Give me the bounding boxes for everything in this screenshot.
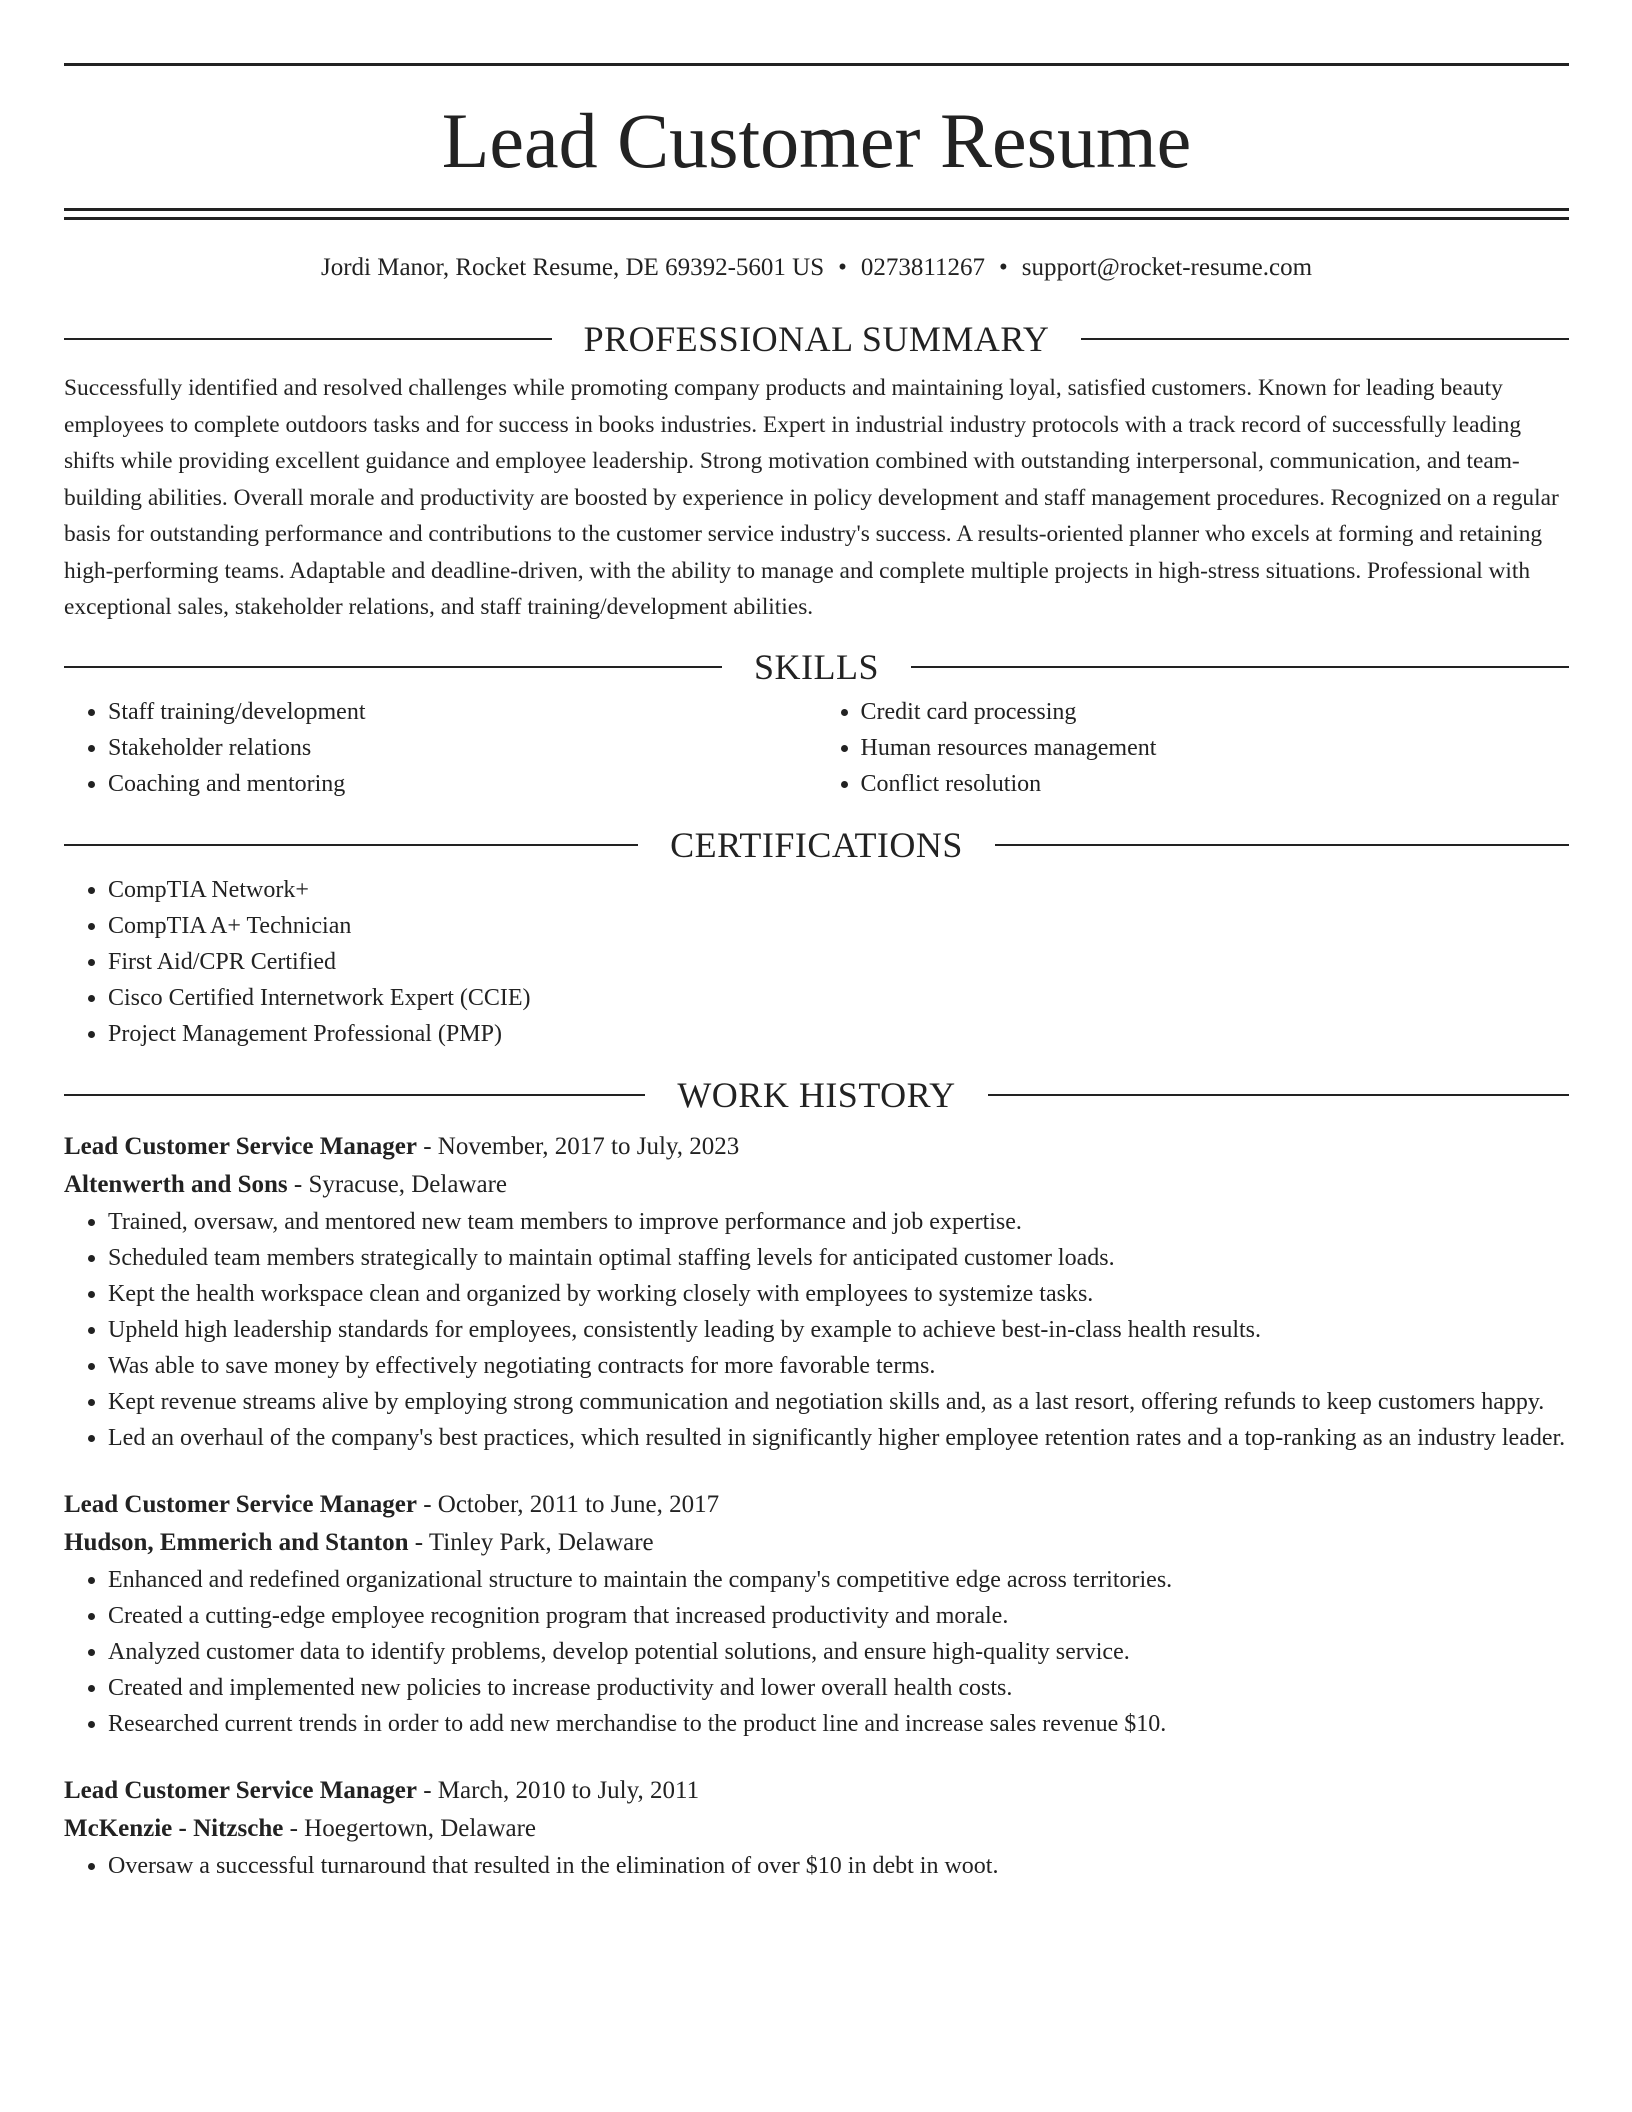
job-bullet: • Created and implemented new policies to increase productivity and lower overall health costs.: [108, 1670, 1569, 1706]
job-location: - Syracuse, Delaware: [287, 1170, 507, 1198]
contact-phone: 0273811267: [860, 254, 985, 281]
job-dates: - March, 2010 to July, 2011: [416, 1776, 700, 1804]
section-rule: [1081, 338, 1569, 340]
job-employer-line: [64, 1166, 1569, 1204]
skill-item: • Conflict resolution: [861, 766, 1570, 802]
job-bullet: • Created a cutting-edge employee recognition program that increased productivity and morale.: [108, 1598, 1569, 1634]
work-heading: WORK HISTORY: [677, 1074, 956, 1115]
job-location: - Tinley Park, Delaware: [408, 1528, 654, 1556]
job-bullet: • Kept the health workspace clean and organized by working closely with employees to systemize tasks.: [108, 1276, 1569, 1312]
skill-item: • Stakeholder relations: [108, 730, 817, 766]
job-bullet: • Enhanced and redefined organizational structure to maintain the company's competitive edge across territories.: [108, 1562, 1569, 1598]
certification-item: • Project Management Professional (PMP): [108, 1016, 1569, 1052]
top-rule: [64, 63, 1569, 66]
certification-item: • CompTIA A+ Technician: [108, 908, 1569, 944]
contact-line: [64, 254, 1569, 282]
contact-address: Jordi Manor, Rocket Resume, DE 69392-5601 US: [320, 254, 825, 281]
job-employer: Altenwerth and Sons: [64, 1170, 288, 1198]
skills-section-header: [64, 646, 1569, 688]
job-title-line: [64, 1486, 1569, 1524]
job-dates: - October, 2011 to June, 2017: [416, 1490, 720, 1518]
section-rule: [64, 1094, 645, 1096]
job-bullet: • Led an overhaul of the company's best practices, which resulted in significantly higher employee retention rates and a top-ranking as an industry leader.: [108, 1420, 1569, 1456]
skill-item: • Credit card processing: [861, 694, 1570, 730]
section-rule: [64, 666, 722, 668]
job-bullets: [64, 1562, 1569, 1742]
job-title-line: [64, 1128, 1569, 1166]
contact-email: support@rocket-resume.com: [1021, 254, 1313, 281]
job-title: Lead Customer Service Manager: [64, 1490, 417, 1518]
job-title: Lead Customer Service Manager: [64, 1776, 417, 1804]
section-rule: [64, 338, 552, 340]
title-double-rule: [64, 208, 1569, 220]
job-employer-line: [64, 1810, 1569, 1848]
job-entry: [64, 1128, 1569, 1456]
job-entry: [64, 1772, 1569, 1884]
section-rule: [995, 844, 1569, 846]
job-bullet: • Analyzed customer data to identify problems, develop potential solutions, and ensure high-quality service.: [108, 1634, 1569, 1670]
job-bullet: • Oversaw a successful turnaround that resulted in the elimination of over $10 in debt in woot.: [108, 1848, 1569, 1884]
job-location: - Hoegertown, Delaware: [283, 1814, 537, 1842]
work-section-header: [64, 1074, 1569, 1116]
job-bullets: [64, 1848, 1569, 1884]
certifications-list: [64, 872, 1569, 1052]
skill-item: • Coaching and mentoring: [108, 766, 817, 802]
job-bullet: • Was able to save money by effectively negotiating contracts for more favorable terms.: [108, 1348, 1569, 1384]
skills-column-right: [817, 694, 1570, 802]
job-dates: - November, 2017 to July, 2023: [416, 1132, 740, 1160]
certifications-section-header: [64, 824, 1569, 866]
job-employer-line: [64, 1524, 1569, 1562]
section-rule: [988, 1094, 1569, 1096]
certification-item: • Cisco Certified Internetwork Expert (CCIE): [108, 980, 1569, 1016]
summary-section-header: [64, 318, 1569, 360]
job-title: Lead Customer Service Manager: [64, 1132, 417, 1160]
skills-column-left: [64, 694, 817, 802]
summary-text: Successfully identified and resolved challenges while promoting company products and maintaining loyal, satisfied customers. Known for leading beauty employees to complete outdoors tasks and for success in books industries. Expert in industrial industry protocols with a track record of successfully leading shifts while providing excellent guidance and employee leadership. Strong motivation combined with outstanding interpersonal, communication, and team-building abilities. Overall morale and productivity are boosted by experience in policy development and staff management procedures. Recognized on a regular basis for outstanding performance and contributions to the customer service industry's success. A results-oriented planner who excels at forming and retaining high-performing teams. Adaptable and deadline-driven, with the ability to manage and complete multiple projects in high-stress situations. Professional with exceptional sales, stakeholder relations, and staff training/development abilities.: [64, 375, 1559, 620]
skills-grid: [64, 694, 1569, 802]
section-rule: [64, 844, 638, 846]
skill-item: • Human resources management: [861, 730, 1570, 766]
summary-heading: PROFESSIONAL SUMMARY: [583, 319, 1050, 359]
certification-item: • CompTIA Network+: [108, 872, 1569, 908]
job-title-line: [64, 1772, 1569, 1810]
job-bullet: • Kept revenue streams alive by employing strong communication and negotiation skills and, as a last resort, offering refunds to keep customers happy.: [108, 1384, 1569, 1420]
skills-heading: SKILLS: [754, 646, 880, 687]
section-rule: [911, 666, 1569, 668]
job-bullet: • Scheduled team members strategically to maintain optimal staffing levels for anticipated customer loads.: [108, 1240, 1569, 1276]
job-bullets: [64, 1204, 1569, 1456]
resume-page: [64, 63, 1569, 1884]
certifications-heading: CERTIFICATIONS: [670, 824, 963, 865]
job-bullet: • Researched current trends in order to add new merchandise to the product line and increase sales revenue $10.: [108, 1706, 1569, 1742]
skill-item: • Staff training/development: [108, 694, 817, 730]
page-title: Lead Customer Resume: [441, 97, 1192, 184]
contact-separator: •: [998, 254, 1008, 281]
job-bullet: • Upheld high leadership standards for employees, consistently leading by example to achieve best-in-class health results.: [108, 1312, 1569, 1348]
job-entry: [64, 1486, 1569, 1742]
job-bullet: • Trained, oversaw, and mentored new team members to improve performance and job expertise.: [108, 1204, 1569, 1240]
job-employer: Hudson, Emmerich and Stanton: [64, 1528, 409, 1556]
job-employer: McKenzie - Nitzsche: [64, 1814, 284, 1842]
contact-separator: •: [838, 254, 847, 281]
certification-item: • First Aid/CPR Certified: [108, 944, 1569, 980]
